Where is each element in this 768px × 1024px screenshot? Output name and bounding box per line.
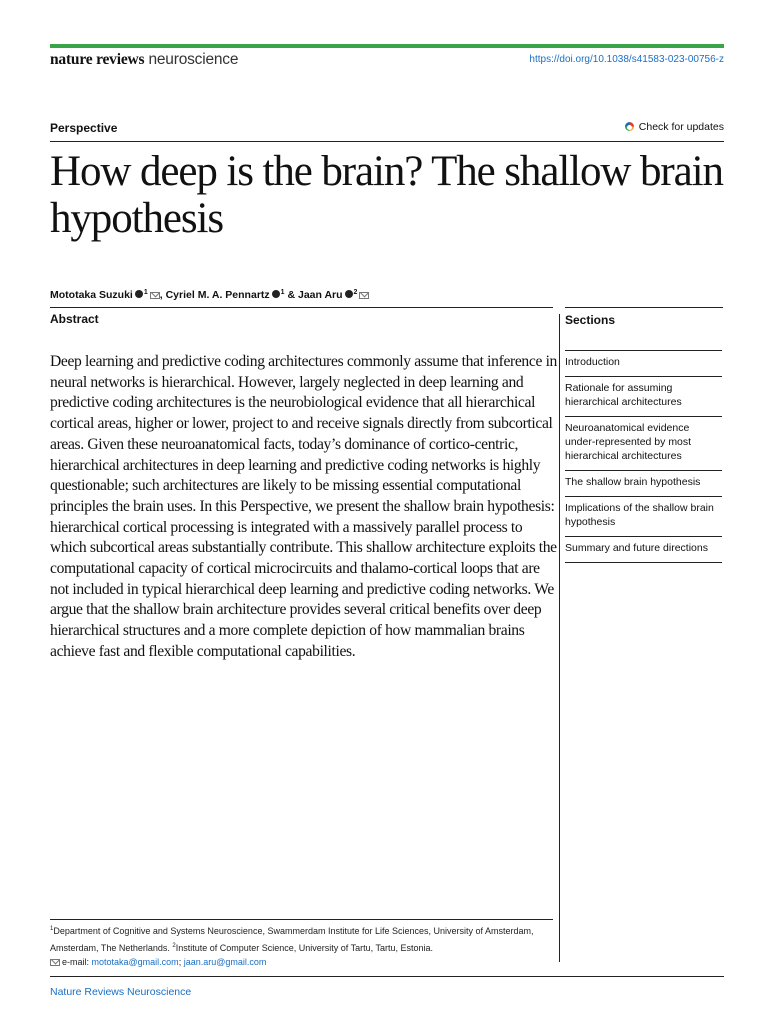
email-icon[interactable] — [359, 292, 369, 299]
affiliation-marker: 1 — [143, 289, 148, 296]
check-updates-label: Check for updates — [638, 121, 724, 133]
author-3 — [298, 289, 369, 301]
orcid-icon[interactable] — [272, 290, 280, 298]
section-link-introduction[interactable]: Introduction — [565, 350, 722, 376]
author-list — [50, 289, 369, 301]
doi-link[interactable]: https://doi.org/10.1038/s41583-023-00756-z — [529, 54, 724, 65]
sections-top-rule — [565, 307, 723, 308]
section-link-implications[interactable]: Implications of the shallow brain hypothesis — [565, 496, 722, 536]
check-updates-icon — [624, 122, 635, 133]
affiliation-marker: 1 — [280, 289, 285, 296]
affiliation-2: Institute of Computer Science, University of Tartu, Tartu, Estonia. — [175, 942, 434, 953]
orcid-icon[interactable] — [345, 290, 353, 298]
affiliation-number: 2 — [172, 942, 176, 949]
sections-list — [565, 350, 722, 563]
column-divider — [559, 314, 560, 962]
author-separator: & — [284, 289, 298, 301]
email-label: e-mail: — [62, 957, 92, 967]
abstract-text: Deep learning and predictive coding architectures commonly assume that inference in neural networks is hierarchical. However, largely neglected in deep learning and predictive coding architectures is the neurobiological evidence that all hierarchical cortical areas, higher or lower, project to and receive signals directly from subcortical areas. Given these neuroanatomical facts, today’s dominance of cortico-centric, hierarchical architectures in deep learning and predictive coding networks is highly questionable; such architectures are likely to be missing essential computational principles the brain uses. In this Perspective, we present the shallow brain hypothesis: hierarchical cortical processing is integrated with a massively parallel process to which subcortical areas substantially contribute. This shallow architecture exploits the computational capacity of cortical microcircuits and thalamo-cortical loops that are not included in typical hierarchical deep learning and predictive coding networks. We argue that the shallow brain architecture provides several critical benefits over deep hierarchical structures and a more complete depiction of how mammalian brains achieve fast and flexible computational capabilities. — [50, 353, 557, 660]
journal-logo — [50, 51, 238, 69]
footer-journal-name[interactable]: Nature Reviews Neuroscience — [50, 986, 192, 998]
footer-rule — [50, 976, 724, 977]
author-name: Mototaka Suzuki — [50, 289, 133, 301]
article-type: Perspective — [50, 121, 118, 135]
email-link-aru[interactable]: jaan.aru@gmail.com — [183, 957, 267, 967]
email-separator: ; — [178, 957, 184, 967]
abstract-top-rule — [50, 307, 553, 308]
affiliation-1: Department of Cognitive and Systems Neuroscience, Swammerdam Institute for Life Sciences, University of Amsterdam, Amsterdam, The Netherlands. — [50, 926, 534, 953]
section-link-summary[interactable]: Summary and future directions — [565, 536, 722, 563]
author-name: Jaan Aru — [297, 289, 343, 301]
orcid-icon[interactable] — [135, 290, 143, 298]
affiliation-number: 1 — [50, 926, 54, 932]
author-name: Cyriel M. A. Pennartz — [165, 289, 270, 301]
section-link-rationale[interactable]: Rationale for assuming hierarchical architectures — [565, 376, 722, 416]
author-separator: , — [159, 289, 166, 301]
affiliations — [50, 922, 555, 970]
journal-name-bold: nature reviews — [50, 51, 145, 68]
affiliation-marker: 2 — [353, 289, 358, 296]
author-1 — [50, 289, 160, 301]
sections-heading: Sections — [565, 313, 616, 327]
author-2 — [166, 289, 285, 301]
abstract-heading: Abstract — [50, 312, 99, 326]
email-icon — [50, 959, 60, 966]
check-updates-button[interactable] — [624, 121, 724, 133]
email-link-suzuki[interactable]: mototaka@gmail.com — [91, 957, 179, 967]
article-title: How deep is the brain? The shallow brain hypothesis — [50, 148, 723, 242]
section-link-shallow-brain-hypothesis[interactable]: The shallow brain hypothesis — [565, 470, 722, 496]
journal-name-light: neuroscience — [148, 51, 239, 68]
title-top-rule — [50, 141, 724, 142]
affiliations-top-rule — [50, 919, 553, 920]
journal-accent-bar — [50, 44, 724, 48]
section-link-neuroanatomical-evidence[interactable]: Neuroanatomical evidence under-represented by most hierarchical architectures — [565, 416, 722, 470]
email-icon[interactable] — [150, 292, 160, 299]
